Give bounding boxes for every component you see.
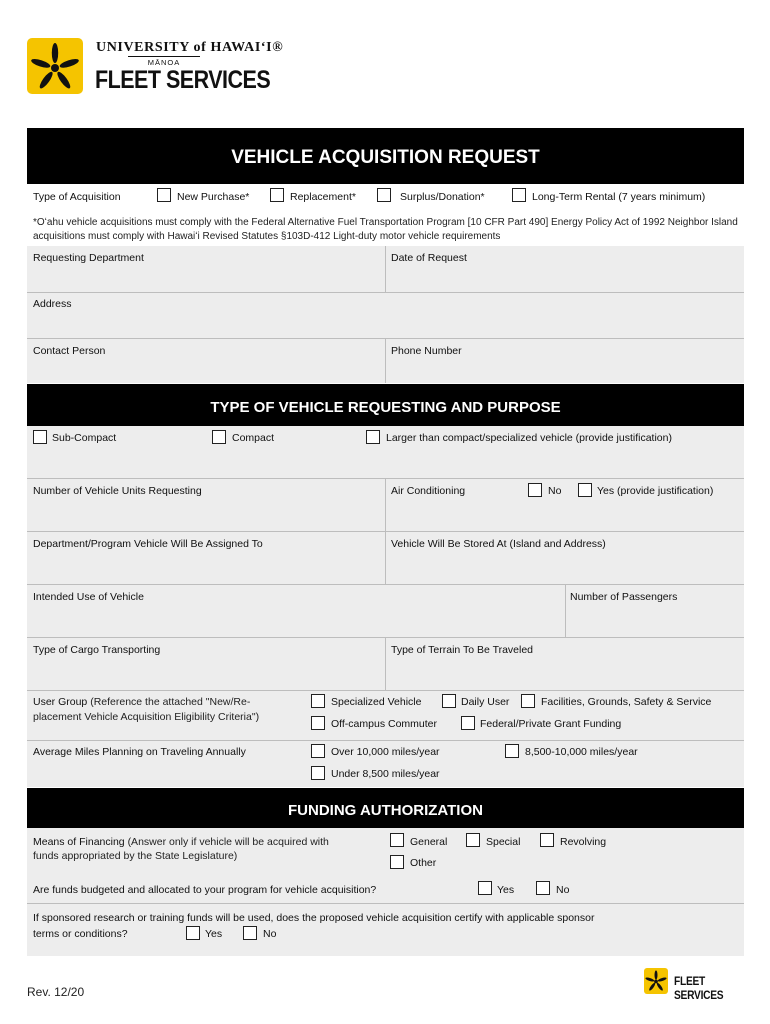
surplus-donation-checkbox[interactable] bbox=[377, 188, 391, 202]
address-field[interactable]: Address bbox=[33, 298, 72, 310]
hawaiian-star-logo-icon bbox=[27, 38, 83, 94]
passengers-field[interactable]: Number of Passengers bbox=[570, 591, 678, 603]
user-group-title: User Group bbox=[33, 696, 88, 708]
sponsored-yes-checkbox[interactable] bbox=[186, 926, 200, 940]
vehicle-section-title: TYPE OF VEHICLE REQUESTING AND PURPOSE bbox=[27, 384, 744, 426]
ac-no-label: No bbox=[548, 485, 562, 497]
8500-10000-checkbox[interactable] bbox=[505, 744, 519, 758]
revolving-fund-label: Revolving bbox=[560, 836, 607, 848]
surplus-donation-label: Surplus/Donation* bbox=[400, 191, 485, 203]
under-8500-checkbox[interactable] bbox=[311, 766, 325, 780]
budgeted-yes-checkbox[interactable] bbox=[478, 881, 492, 895]
ac-yes-label: Yes (provide justification) bbox=[597, 485, 714, 497]
stored-at-field[interactable]: Vehicle Will Be Stored At (Island and Address) bbox=[391, 538, 606, 550]
federal-grant-label: Federal/Private Grant Funding bbox=[480, 718, 622, 730]
terrain-field[interactable]: Type of Terrain To Be Traveled bbox=[391, 644, 534, 656]
replacement-checkbox[interactable] bbox=[270, 188, 284, 202]
cargo-field[interactable]: Type of Cargo Transporting bbox=[33, 644, 161, 656]
sponsored-question-line-1: If sponsored research or training funds will be used, does the proposed vehicle acquisition certify with applicable sponsor bbox=[33, 912, 595, 924]
air-conditioning-label: Air Conditioning bbox=[391, 485, 466, 497]
units-requesting-field[interactable]: Number of Vehicle Units Requesting bbox=[33, 485, 202, 497]
user-group-note-line-1: (Reference the attached "New/Re- bbox=[90, 696, 251, 708]
footer-brand: FLEET SERVICES bbox=[674, 974, 724, 1002]
sponsored-no-checkbox[interactable] bbox=[243, 926, 257, 940]
intended-use-field[interactable]: Intended Use of Vehicle bbox=[33, 591, 144, 603]
8500-10000-label: 8,500-10,000 miles/year bbox=[525, 746, 638, 758]
ac-no-checkbox[interactable] bbox=[528, 483, 542, 497]
fleet-logo bbox=[27, 38, 83, 94]
facilities-grounds-checkbox[interactable] bbox=[521, 694, 535, 708]
over-10000-checkbox[interactable] bbox=[311, 744, 325, 758]
special-fund-label: Special bbox=[486, 836, 521, 848]
daily-user-label: Daily User bbox=[461, 696, 510, 708]
daily-user-checkbox[interactable] bbox=[442, 694, 456, 708]
new-purchase-checkbox[interactable] bbox=[157, 188, 171, 202]
compact-checkbox[interactable] bbox=[212, 430, 226, 444]
hawaiian-star-logo-icon bbox=[644, 968, 668, 994]
sponsored-question-line-2: terms or conditions? bbox=[33, 928, 128, 940]
funding-section-title: FUNDING AUTHORIZATION bbox=[27, 788, 744, 828]
other-fund-checkbox[interactable] bbox=[390, 855, 404, 869]
means-note-line-2: funds appropriated by the State Legislature) bbox=[33, 850, 238, 862]
requesting-department-field[interactable]: Requesting Department bbox=[33, 252, 144, 264]
facilities-grounds-label: Facilities, Grounds, Safety & Service bbox=[541, 696, 712, 708]
revolving-fund-checkbox[interactable] bbox=[540, 833, 554, 847]
special-fund-checkbox[interactable] bbox=[466, 833, 480, 847]
ac-yes-checkbox[interactable] bbox=[578, 483, 592, 497]
new-purchase-label: New Purchase* bbox=[177, 191, 250, 203]
university-name: UNIVERSITY of HAWAIʻI® bbox=[96, 40, 284, 55]
specialized-vehicle-checkbox[interactable] bbox=[311, 694, 325, 708]
budgeted-yes-label: Yes bbox=[497, 884, 515, 896]
other-fund-label: Other bbox=[410, 857, 437, 869]
sponsored-yes-label: Yes bbox=[205, 928, 223, 940]
larger-specialized-checkbox[interactable] bbox=[366, 430, 380, 444]
compliance-note: *Oʻahu vehicle acquisitions must comply with the Federal Alternative Fuel Transportation Program [10 CFR Part 490] Energy Policy Act of 1992 Neighbor Island acquisitions must comply with Hawaiʻi Revised Statutes §103D-412 Light-duty motor vehicle requirements bbox=[33, 217, 738, 242]
user-group-label bbox=[33, 696, 250, 708]
footer-logo bbox=[644, 968, 668, 994]
dept-assigned-field[interactable]: Department/Program Vehicle Will Be Assigned To bbox=[33, 538, 263, 550]
replacement-label: Replacement* bbox=[290, 191, 356, 203]
miles-label: Average Miles Planning on Traveling Annually bbox=[33, 746, 246, 758]
federal-grant-checkbox[interactable] bbox=[461, 716, 475, 730]
long-term-rental-label: Long-Term Rental (7 years minimum) bbox=[532, 191, 706, 203]
sponsored-no-label: No bbox=[263, 928, 277, 940]
general-fund-checkbox[interactable] bbox=[390, 833, 404, 847]
under-8500-label: Under 8,500 miles/year bbox=[331, 768, 440, 780]
over-10000-label: Over 10,000 miles/year bbox=[331, 746, 440, 758]
budgeted-question: Are funds budgeted and allocated to your program for vehicle acquisition? bbox=[33, 884, 377, 896]
campus-name: MĀNOA bbox=[128, 56, 200, 67]
date-of-request-field[interactable]: Date of Request bbox=[391, 252, 467, 264]
budgeted-no-checkbox[interactable] bbox=[536, 881, 550, 895]
long-term-rental-checkbox[interactable] bbox=[512, 188, 526, 202]
compact-label: Compact bbox=[232, 432, 275, 444]
means-note-line-1: (Answer only if vehicle will be acquired with bbox=[127, 836, 329, 848]
means-title: Means of Financing bbox=[33, 836, 125, 848]
contact-person-field[interactable]: Contact Person bbox=[33, 345, 106, 357]
department-name: FLEET SERVICES bbox=[95, 66, 271, 94]
budgeted-no-label: No bbox=[556, 884, 570, 896]
acquisition-label: Type of Acquisition bbox=[33, 191, 121, 203]
sub-compact-label: Sub-Compact bbox=[52, 432, 117, 444]
general-fund-label: General bbox=[410, 836, 448, 848]
form-title: VEHICLE ACQUISITION REQUEST bbox=[27, 128, 744, 184]
sub-compact-checkbox[interactable] bbox=[33, 430, 47, 444]
phone-number-field[interactable]: Phone Number bbox=[391, 345, 462, 357]
larger-specialized-label: Larger than compact/specialized vehicle (provide justification) bbox=[386, 432, 672, 444]
user-group-note-line-2: placement Vehicle Acquisition Eligibility Criteria") bbox=[33, 711, 260, 723]
means-of-financing-label bbox=[33, 836, 329, 848]
off-campus-commuter-label: Off-campus Commuter bbox=[331, 718, 437, 730]
specialized-vehicle-label: Specialized Vehicle bbox=[331, 696, 422, 708]
revision-label: Rev. 12/20 bbox=[27, 985, 85, 999]
off-campus-commuter-checkbox[interactable] bbox=[311, 716, 325, 730]
